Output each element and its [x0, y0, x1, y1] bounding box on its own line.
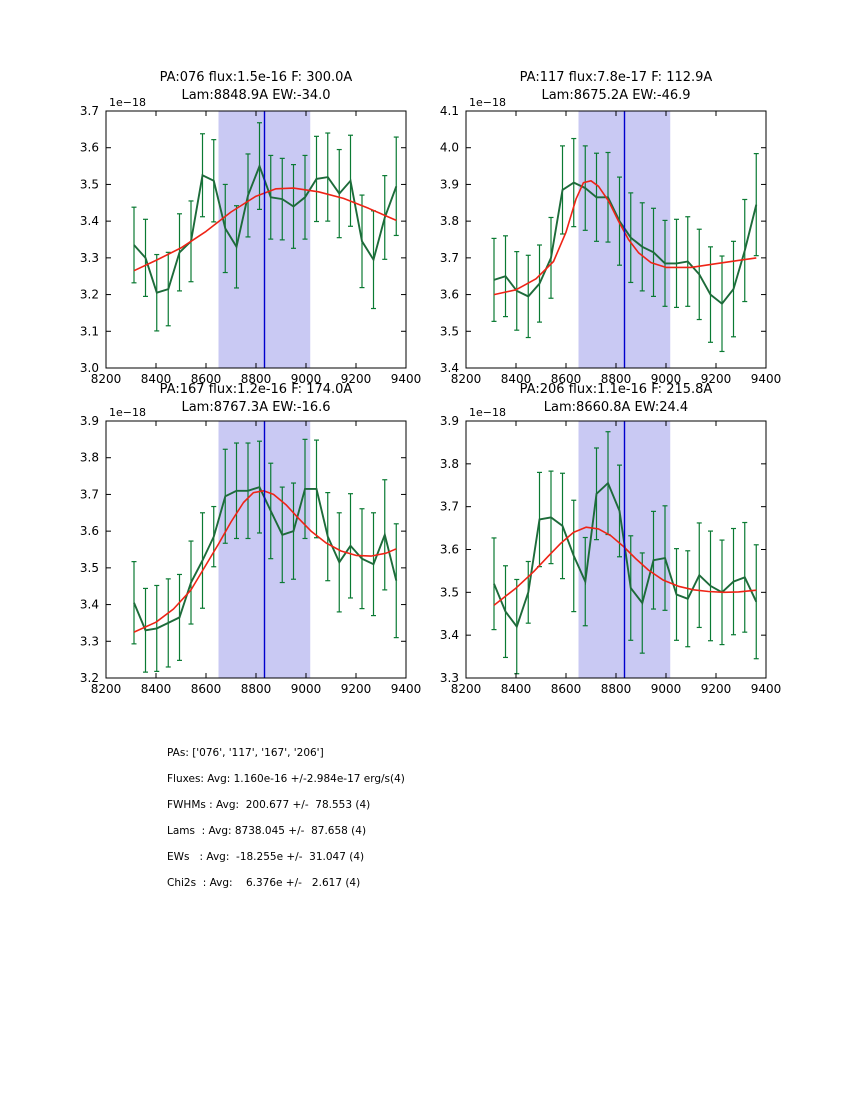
x-tick-label: 8200 [450, 682, 482, 696]
x-tick-label: 8400 [500, 682, 532, 696]
y-offset-label: 1e−18 [469, 406, 506, 419]
y-offset-label: 1e−18 [109, 96, 146, 109]
y-tick-label: 3.7 [79, 487, 99, 502]
y-tick-label: 3.7 [79, 104, 99, 118]
y-tick-label: 3.6 [79, 140, 99, 155]
x-tick-label: 8200 [90, 372, 122, 386]
y-tick-label: 3.6 [439, 287, 459, 302]
y-tick-label: 3.9 [79, 414, 99, 428]
summary-line-chi2s: Chi2s : Avg: 6.376e +/- 2.617 (4) [167, 877, 361, 889]
subplot-pa117 [440, 96, 781, 386]
y-tick-label: 3.5 [439, 585, 459, 600]
subplot-pa167 [80, 406, 421, 696]
y-tick-label: 3.1 [79, 324, 99, 339]
y-offset-label: 1e−18 [109, 406, 146, 419]
y-tick-label: 3.5 [79, 560, 99, 575]
x-tick-label: 9400 [750, 372, 782, 386]
summary-line-fwhms: FWHMs : Avg: 200.677 +/- 78.553 (4) [167, 799, 371, 811]
summary-line-pas: PAs: ['076', '117', '167', '206'] [167, 747, 324, 759]
subplot-pa117-title-line2: Lam:8675.2A EW:-46.9 [541, 88, 691, 103]
y-tick-label: 3.0 [79, 361, 99, 375]
x-tick-label: 9200 [340, 372, 372, 386]
x-tick-label: 8800 [600, 682, 632, 696]
y-tick-label: 3.9 [439, 414, 459, 428]
x-tick-label: 8600 [550, 682, 582, 696]
x-tick-label: 9200 [700, 682, 732, 696]
y-tick-label: 3.6 [79, 524, 99, 539]
x-tick-label: 9400 [390, 682, 422, 696]
x-tick-label: 8400 [500, 372, 532, 386]
summary-line-lams: Lams : Avg: 8738.045 +/- 87.658 (4) [167, 825, 367, 837]
subplot-pa206-title-line2: Lam:8660.8A EW:24.4 [543, 400, 689, 415]
summary-line-ews: EWs : Avg: -18.255e +/- 31.047 (4) [167, 851, 365, 863]
y-tick-label: 3.3 [79, 250, 99, 265]
x-tick-label: 9000 [650, 682, 682, 696]
y-tick-label: 3.2 [79, 287, 99, 302]
x-tick-label: 9200 [340, 682, 372, 696]
y-tick-label: 3.4 [79, 597, 99, 612]
x-tick-label: 9200 [700, 372, 732, 386]
y-tick-label: 3.6 [439, 542, 459, 557]
y-tick-label: 3.4 [439, 361, 459, 375]
x-tick-label: 8200 [450, 372, 482, 386]
x-tick-label: 9000 [290, 682, 322, 696]
x-tick-label: 8600 [190, 372, 222, 386]
y-tick-label: 3.3 [79, 634, 99, 649]
y-tick-label: 3.8 [79, 450, 99, 465]
y-tick-label: 3.3 [439, 671, 459, 685]
y-tick-label: 3.2 [79, 671, 99, 685]
y-tick-label: 3.4 [79, 214, 99, 229]
x-tick-label: 9400 [390, 372, 422, 386]
x-tick-label: 8800 [240, 372, 272, 386]
y-tick-label: 3.8 [439, 214, 459, 229]
y-tick-label: 3.5 [439, 324, 459, 339]
subplot-pa076-title-line2: Lam:8848.9A EW:-34.0 [181, 88, 331, 103]
subplot-pa206 [440, 406, 781, 696]
x-tick-label: 8600 [190, 682, 222, 696]
summary-line-fluxes: Fluxes: Avg: 1.160e-16 +/-2.984e-17 erg/s(4) [167, 773, 405, 785]
x-tick-label: 8400 [140, 372, 172, 386]
x-tick-label: 9000 [290, 372, 322, 386]
y-tick-label: 3.8 [439, 456, 459, 471]
subplot-pa167-title-line1: PA:167 flux:1.2e-16 F: 174.0A [159, 382, 353, 397]
summary-stats-block [167, 740, 405, 896]
x-tick-label: 8800 [240, 682, 272, 696]
x-tick-label: 8200 [90, 682, 122, 696]
x-tick-label: 8800 [600, 372, 632, 386]
subplot-pa167-title-line2: Lam:8767.3A EW:-16.6 [181, 400, 331, 415]
x-tick-label: 8600 [550, 372, 582, 386]
x-tick-label: 9400 [750, 682, 782, 696]
y-tick-label: 3.7 [439, 250, 459, 265]
subplot-pa076-title-line1: PA:076 flux:1.5e-16 F: 300.0A [159, 70, 353, 85]
x-tick-label: 9000 [650, 372, 682, 386]
subplot-pa076 [80, 96, 421, 386]
x-tick-label: 8400 [140, 682, 172, 696]
y-offset-label: 1e−18 [469, 96, 506, 109]
subplot-pa206-title-line1: PA:206 flux:1.1e-16 F: 215.8A [519, 382, 713, 397]
subplot-pa117-title-line1: PA:117 flux:7.8e-17 F: 112.9A [519, 70, 713, 85]
y-tick-label: 3.9 [439, 177, 459, 192]
y-tick-label: 3.4 [439, 628, 459, 643]
y-tick-label: 4.0 [439, 140, 459, 155]
y-tick-label: 3.5 [79, 177, 99, 192]
y-tick-label: 3.7 [439, 499, 459, 514]
y-tick-label: 4.1 [439, 104, 459, 118]
